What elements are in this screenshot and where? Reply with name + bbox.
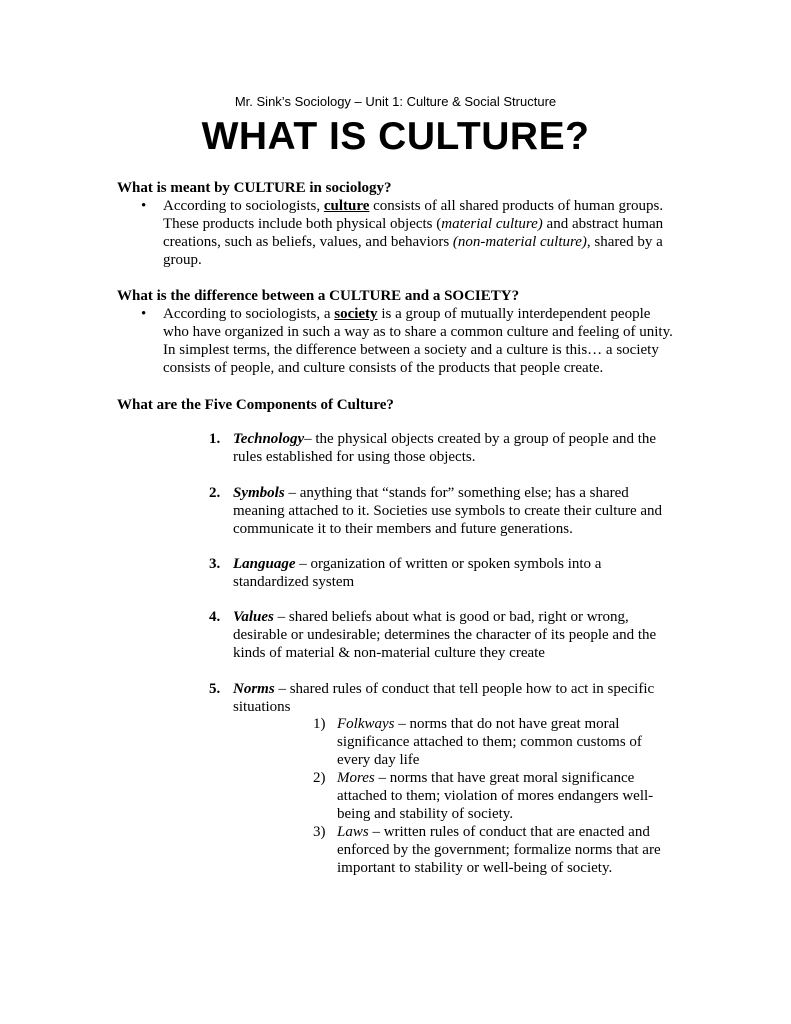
- bullet-icon: •: [141, 198, 147, 214]
- component-item: 1. Technology– the physical objects created by a group of people and the rules established for using those objects.: [209, 431, 657, 465]
- norm-type-item: 3) Laws – written rules of conduct that are enacted and enforced by the government; formalize norms that are important to stability or well-being of society.: [313, 824, 661, 876]
- key-term-culture: culture: [323, 198, 370, 214]
- section-culture-vs-society: [117, 287, 677, 377]
- bullet-icon: •: [141, 306, 147, 322]
- course-header: Mr. Sink’s Sociology – Unit 1: Culture & Social Structure: [234, 94, 557, 109]
- component-item: 5. Norms – shared rules of conduct that tell people how to act in specific situations: [209, 681, 655, 715]
- norm-type-item: 2) Mores – norms that have great moral significance attached to them; violation of mores endangers well-being and stability of society.: [313, 770, 654, 822]
- section-culture-definition: [117, 179, 677, 269]
- component-item: 4. Values – shared beliefs about what is good or bad, right or wrong, desirable or undesirable; determines the character of its people and the kinds of material & non-material culture they create: [209, 609, 657, 661]
- section-components: [117, 396, 677, 414]
- norm-type-item: 1) Folkways – norms that do not have great moral significance attached to them; common customs of every day life: [313, 716, 642, 768]
- question-society: What is the difference between a CULTURE and a SOCIETY?: [117, 288, 520, 304]
- question-culture: What is meant by CULTURE in sociology?: [117, 180, 392, 196]
- component-item: 2. Symbols – anything that “stands for” something else; has a shared meaning attached to it. Societies use symbols to create their culture and communicate it to their members and future generations.: [209, 485, 663, 537]
- page-title: WHAT IS CULTURE?: [201, 115, 590, 158]
- key-term-society: society: [334, 306, 378, 322]
- bullet-society: • According to sociologists, a society is a group of mutually interdependent people who have organized in such a way as to share a common culture and feeling of unity. In simplest terms, the difference between a society and a culture is this… a society consists of people, and culture consists of the products that people create.: [141, 306, 673, 376]
- question-components: What are the Five Components of Culture?: [117, 397, 394, 413]
- component-item: 3. Language – organization of written or spoken symbols into a standardized system: [209, 556, 602, 590]
- bullet-culture: • According to sociologists, culture consists of all shared products of human groups. These products include both physical objects (material culture) and abstract human creations, such as beliefs, values, and behaviors (non-material culture), shared by a group.: [141, 198, 664, 268]
